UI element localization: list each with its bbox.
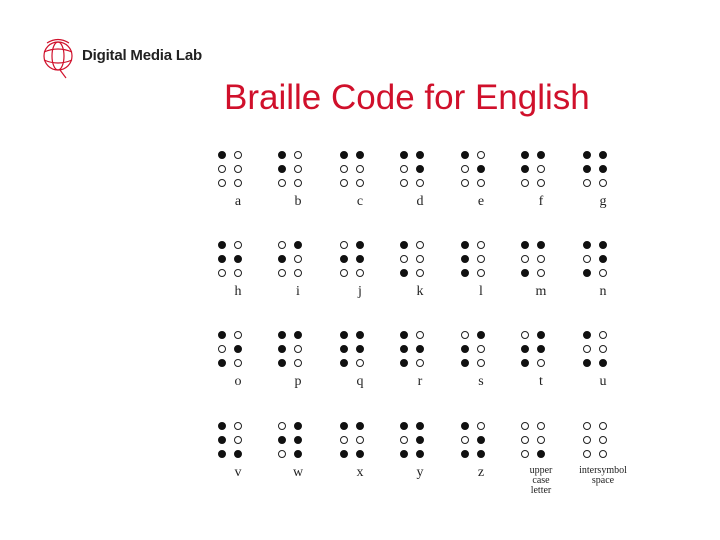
- braille-dot-raised: [416, 345, 424, 353]
- braille-dot-raised: [278, 359, 286, 367]
- braille-dot-raised: [461, 359, 469, 367]
- braille-dot-flat: [599, 345, 607, 353]
- braille-dot-flat: [218, 165, 226, 173]
- braille-dot-flat: [218, 179, 226, 187]
- braille-dot-flat: [477, 269, 485, 277]
- braille-dot-raised: [537, 450, 545, 458]
- braille-cell: [218, 331, 258, 421]
- braille-dot-flat: [583, 255, 591, 263]
- braille-dot-raised: [521, 269, 529, 277]
- braille-dot-flat: [599, 422, 607, 430]
- braille-dot-flat: [461, 165, 469, 173]
- braille-cell: [521, 331, 561, 421]
- braille-dot-raised: [340, 151, 348, 159]
- braille-dot-flat: [599, 331, 607, 339]
- braille-dot-flat: [416, 179, 424, 187]
- braille-dot-flat: [340, 179, 348, 187]
- braille-dot-flat: [477, 359, 485, 367]
- braille-dot-raised: [340, 345, 348, 353]
- braille-dot-flat: [356, 179, 364, 187]
- braille-dot-raised: [521, 151, 529, 159]
- braille-dot-flat: [234, 269, 242, 277]
- braille-dot-flat: [537, 165, 545, 173]
- braille-dot-flat: [477, 345, 485, 353]
- braille-dot-flat: [356, 359, 364, 367]
- braille-dot-raised: [340, 359, 348, 367]
- braille-cell: [583, 241, 623, 331]
- braille-dot-raised: [340, 422, 348, 430]
- braille-dot-flat: [537, 436, 545, 444]
- braille-cell: [278, 331, 318, 421]
- braille-cell: [278, 422, 318, 512]
- braille-dot-flat: [583, 436, 591, 444]
- braille-dot-flat: [521, 255, 529, 263]
- braille-dot-flat: [234, 331, 242, 339]
- braille-dot-raised: [599, 165, 607, 173]
- braille-dot-raised: [278, 436, 286, 444]
- braille-dot-flat: [583, 179, 591, 187]
- braille-label: w: [292, 465, 304, 480]
- braille-dot-raised: [218, 151, 226, 159]
- braille-dot-flat: [278, 422, 286, 430]
- braille-dot-raised: [583, 241, 591, 249]
- braille-dot-flat: [234, 151, 242, 159]
- braille-dot-flat: [294, 179, 302, 187]
- braille-dot-raised: [416, 151, 424, 159]
- braille-dot-flat: [234, 241, 242, 249]
- braille-cell: [461, 151, 501, 241]
- braille-dot-flat: [461, 331, 469, 339]
- braille-cell: [278, 241, 318, 331]
- braille-cell: [583, 331, 623, 421]
- braille-dot-flat: [218, 269, 226, 277]
- braille-dot-raised: [234, 345, 242, 353]
- braille-dot-flat: [521, 422, 529, 430]
- braille-dot-raised: [400, 331, 408, 339]
- braille-dot-raised: [356, 422, 364, 430]
- braille-dot-raised: [461, 422, 469, 430]
- braille-dot-raised: [234, 255, 242, 263]
- braille-label: a: [234, 194, 242, 209]
- braille-dot-raised: [294, 422, 302, 430]
- braille-dot-flat: [400, 165, 408, 173]
- braille-dot-flat: [218, 345, 226, 353]
- braille-dot-flat: [477, 151, 485, 159]
- braille-dot-raised: [400, 269, 408, 277]
- braille-label: q: [356, 374, 364, 389]
- braille-dot-flat: [416, 255, 424, 263]
- braille-label: r: [417, 374, 423, 389]
- braille-dot-flat: [416, 241, 424, 249]
- braille-label: z: [477, 465, 485, 480]
- braille-cell: [461, 422, 501, 512]
- braille-dot-raised: [356, 345, 364, 353]
- braille-dot-raised: [416, 165, 424, 173]
- braille-dot-flat: [461, 436, 469, 444]
- braille-dot-raised: [340, 255, 348, 263]
- braille-dot-flat: [356, 165, 364, 173]
- braille-dot-flat: [521, 331, 529, 339]
- braille-dot-flat: [234, 422, 242, 430]
- braille-dot-flat: [294, 269, 302, 277]
- braille-dot-flat: [477, 179, 485, 187]
- braille-dot-raised: [218, 255, 226, 263]
- braille-label: x: [356, 465, 364, 480]
- braille-dot-raised: [416, 436, 424, 444]
- braille-label: c: [356, 194, 364, 209]
- braille-dot-raised: [599, 151, 607, 159]
- braille-dot-raised: [356, 151, 364, 159]
- braille-dot-flat: [340, 241, 348, 249]
- braille-dot-flat: [537, 359, 545, 367]
- braille-dot-raised: [599, 359, 607, 367]
- braille-dot-flat: [599, 269, 607, 277]
- braille-dot-raised: [400, 151, 408, 159]
- braille-dot-raised: [294, 450, 302, 458]
- logo-text: Digital Media Lab: [82, 47, 202, 64]
- braille-dot-raised: [218, 331, 226, 339]
- braille-dot-flat: [416, 269, 424, 277]
- braille-dot-raised: [583, 269, 591, 277]
- braille-dot-flat: [234, 359, 242, 367]
- braille-label: p: [294, 374, 302, 389]
- braille-dot-raised: [599, 255, 607, 263]
- braille-cell: [218, 422, 258, 512]
- braille-dot-raised: [537, 331, 545, 339]
- braille-cell: [278, 151, 318, 241]
- braille-cell: [461, 241, 501, 331]
- braille-dot-flat: [294, 255, 302, 263]
- braille-dot-flat: [416, 359, 424, 367]
- braille-dot-raised: [461, 255, 469, 263]
- braille-dot-raised: [461, 151, 469, 159]
- braille-dot-flat: [583, 450, 591, 458]
- braille-label: j: [358, 284, 362, 299]
- braille-label: y: [416, 465, 424, 480]
- braille-dot-raised: [400, 422, 408, 430]
- braille-dot-raised: [461, 269, 469, 277]
- braille-dot-flat: [537, 269, 545, 277]
- braille-cell: [521, 151, 561, 241]
- braille-cell: [521, 422, 561, 512]
- braille-dot-raised: [278, 151, 286, 159]
- braille-label: s: [478, 374, 484, 389]
- braille-dot-flat: [521, 436, 529, 444]
- braille-label: l: [479, 284, 483, 299]
- braille-dot-raised: [400, 241, 408, 249]
- braille-label: g: [599, 194, 607, 209]
- braille-dot-flat: [234, 179, 242, 187]
- braille-dot-raised: [537, 345, 545, 353]
- braille-dot-flat: [294, 165, 302, 173]
- braille-dot-raised: [294, 241, 302, 249]
- braille-dot-raised: [521, 241, 529, 249]
- braille-label: e: [477, 194, 485, 209]
- braille-dot-raised: [234, 450, 242, 458]
- braille-dot-raised: [416, 450, 424, 458]
- braille-dot-flat: [340, 436, 348, 444]
- braille-label: d: [416, 194, 424, 209]
- braille-label: k: [416, 284, 424, 299]
- braille-dot-flat: [278, 241, 286, 249]
- braille-dot-raised: [461, 345, 469, 353]
- braille-dot-raised: [294, 436, 302, 444]
- braille-dot-flat: [416, 331, 424, 339]
- braille-dot-flat: [461, 179, 469, 187]
- braille-cell: [400, 151, 440, 241]
- braille-dot-raised: [537, 241, 545, 249]
- braille-dot-flat: [340, 165, 348, 173]
- braille-cell: [579, 422, 627, 512]
- braille-dot-raised: [583, 151, 591, 159]
- braille-dot-raised: [278, 331, 286, 339]
- braille-dot-raised: [278, 345, 286, 353]
- braille-dot-flat: [356, 436, 364, 444]
- braille-dot-raised: [537, 151, 545, 159]
- braille-dot-raised: [278, 165, 286, 173]
- braille-label: o: [234, 374, 242, 389]
- braille-label: f: [538, 194, 544, 209]
- braille-dot-raised: [356, 255, 364, 263]
- braille-dot-raised: [218, 359, 226, 367]
- braille-label: b: [294, 194, 302, 209]
- braille-dot-raised: [477, 165, 485, 173]
- braille-dot-raised: [599, 241, 607, 249]
- braille-dot-flat: [537, 255, 545, 263]
- braille-dot-flat: [278, 450, 286, 458]
- braille-dot-flat: [537, 179, 545, 187]
- braille-dot-flat: [521, 450, 529, 458]
- braille-cell: [400, 422, 440, 512]
- braille-dot-flat: [599, 450, 607, 458]
- braille-dot-flat: [537, 422, 545, 430]
- braille-cell: [218, 241, 258, 331]
- braille-dot-raised: [583, 359, 591, 367]
- braille-cell: [400, 241, 440, 331]
- braille-dot-flat: [356, 269, 364, 277]
- braille-cell: [340, 331, 380, 421]
- braille-dot-flat: [583, 345, 591, 353]
- braille-cell: [461, 331, 501, 421]
- braille-dot-flat: [234, 165, 242, 173]
- braille-dot-raised: [218, 450, 226, 458]
- braille-label: i: [296, 284, 300, 299]
- braille-label: t: [539, 374, 543, 389]
- braille-dot-flat: [521, 179, 529, 187]
- braille-dot-raised: [400, 450, 408, 458]
- braille-cell: [218, 151, 258, 241]
- braille-dot-flat: [583, 422, 591, 430]
- braille-dot-flat: [234, 436, 242, 444]
- braille-dot-raised: [400, 359, 408, 367]
- braille-dot-raised: [340, 450, 348, 458]
- page-title: Braille Code for English: [224, 78, 590, 117]
- braille-dot-flat: [400, 255, 408, 263]
- braille-dot-flat: [599, 436, 607, 444]
- braille-dot-flat: [400, 179, 408, 187]
- braille-dot-raised: [218, 422, 226, 430]
- braille-dot-flat: [477, 422, 485, 430]
- braille-dot-flat: [294, 151, 302, 159]
- braille-label: v: [234, 465, 242, 480]
- braille-dot-raised: [218, 241, 226, 249]
- braille-dot-raised: [477, 331, 485, 339]
- braille-dot-raised: [461, 241, 469, 249]
- braille-dot-flat: [340, 269, 348, 277]
- braille-dot-flat: [278, 179, 286, 187]
- braille-label: n: [599, 284, 607, 299]
- braille-dot-raised: [583, 165, 591, 173]
- braille-dot-raised: [218, 436, 226, 444]
- braille-dot-flat: [477, 255, 485, 263]
- braille-dot-flat: [294, 359, 302, 367]
- braille-dot-raised: [340, 331, 348, 339]
- braille-dot-flat: [400, 436, 408, 444]
- braille-dot-raised: [294, 331, 302, 339]
- braille-label: u: [599, 374, 607, 389]
- braille-label: h: [234, 284, 242, 299]
- braille-dot-flat: [294, 345, 302, 353]
- braille-dot-raised: [477, 436, 485, 444]
- braille-dot-raised: [521, 165, 529, 173]
- braille-label: intersymbol space: [579, 465, 627, 486]
- braille-dot-raised: [521, 359, 529, 367]
- braille-label: upper case letter: [529, 465, 553, 496]
- braille-dot-raised: [583, 331, 591, 339]
- braille-dot-flat: [278, 269, 286, 277]
- braille-dot-raised: [278, 255, 286, 263]
- braille-dot-raised: [477, 450, 485, 458]
- braille-dot-raised: [400, 345, 408, 353]
- braille-dot-flat: [477, 241, 485, 249]
- braille-cell: [340, 151, 380, 241]
- braille-cell: [400, 331, 440, 421]
- braille-dot-flat: [599, 179, 607, 187]
- braille-label: m: [535, 284, 547, 299]
- braille-dot-raised: [416, 422, 424, 430]
- braille-dot-raised: [356, 331, 364, 339]
- braille-cell: [583, 151, 623, 241]
- braille-cell: [340, 241, 380, 331]
- braille-cell: [521, 241, 561, 331]
- braille-cell: [340, 422, 380, 512]
- braille-dot-raised: [356, 241, 364, 249]
- braille-dot-raised: [521, 345, 529, 353]
- braille-dot-raised: [356, 450, 364, 458]
- braille-dot-raised: [461, 450, 469, 458]
